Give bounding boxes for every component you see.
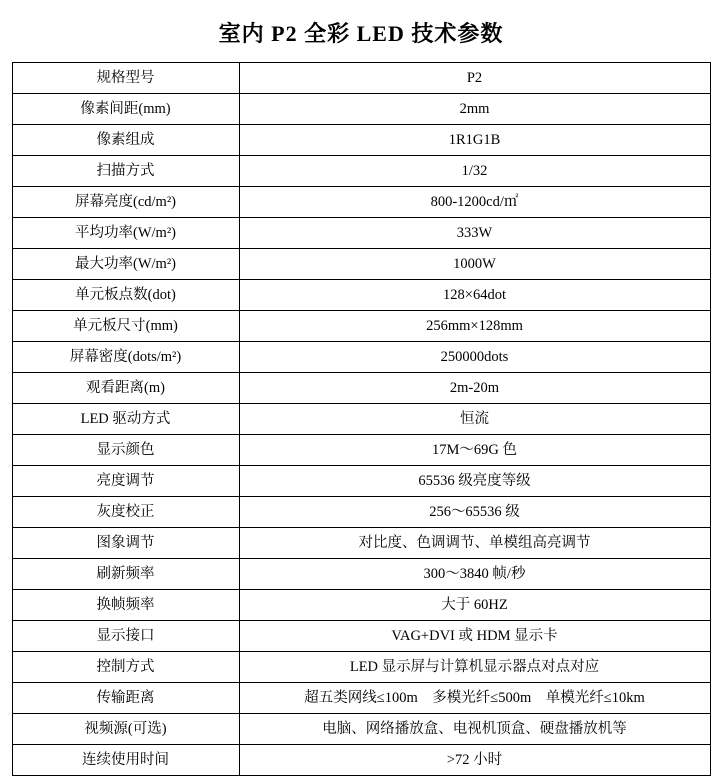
param-cell: 平均功率(W/m²)	[12, 218, 239, 249]
param-cell: 灰度校正	[12, 497, 239, 528]
spec-table	[12, 62, 711, 776]
table-row	[12, 466, 710, 497]
param-cell: 屏幕亮度(cd/m²)	[12, 187, 239, 218]
param-cell: 连续使用时间	[12, 745, 239, 776]
value-cell: 1000W	[239, 249, 710, 280]
table-row	[12, 187, 710, 218]
value-cell: P2	[239, 63, 710, 94]
value-cell: 2m-20m	[239, 373, 710, 404]
value-cell: >72 小时	[239, 745, 710, 776]
table-row	[12, 497, 710, 528]
value-cell: 恒流	[239, 404, 710, 435]
table-row	[12, 156, 710, 187]
value-cell: 超五类网线≤100m 多模光纤≤500m 单模光纤≤10km	[239, 683, 710, 714]
param-cell: 像素组成	[12, 125, 239, 156]
value-cell: 250000dots	[239, 342, 710, 373]
param-cell: 扫描方式	[12, 156, 239, 187]
table-row	[12, 621, 710, 652]
table-row	[12, 435, 710, 466]
param-cell: 视频源(可选)	[12, 714, 239, 745]
value-cell: 128×64dot	[239, 280, 710, 311]
param-cell: 单元板点数(dot)	[12, 280, 239, 311]
table-row	[12, 590, 710, 621]
value-cell: 2mm	[239, 94, 710, 125]
param-cell: 控制方式	[12, 652, 239, 683]
param-cell: 显示颜色	[12, 435, 239, 466]
value-cell: 电脑、网络播放盒、电视机顶盒、硬盘播放机等	[239, 714, 710, 745]
param-cell: 亮度调节	[12, 466, 239, 497]
table-row	[12, 311, 710, 342]
param-cell: 屏幕密度(dots/m²)	[12, 342, 239, 373]
value-cell: 256mm×128mm	[239, 311, 710, 342]
value-cell: 333W	[239, 218, 710, 249]
table-row	[12, 249, 710, 280]
value-cell: VAG+DVI 或 HDM 显示卡	[239, 621, 710, 652]
param-cell: 传输距离	[12, 683, 239, 714]
param-cell: 图象调节	[12, 528, 239, 559]
page-title: 室内 P2 全彩 LED 技术参数	[218, 21, 504, 46]
table-row	[12, 94, 710, 125]
value-cell: 大于 60HZ	[239, 590, 710, 621]
value-cell: 17M～69G 色	[239, 435, 710, 466]
table-row	[12, 342, 710, 373]
param-cell: 观看距离(m)	[12, 373, 239, 404]
value-cell: 1/32	[239, 156, 710, 187]
table-row	[12, 63, 710, 94]
param-cell: 换帧频率	[12, 590, 239, 621]
table-row	[12, 559, 710, 590]
spec-table-body	[12, 63, 710, 776]
param-cell: 刷新频率	[12, 559, 239, 590]
value-cell: 1R1G1B	[239, 125, 710, 156]
value-cell: 800-1200cd/㎡	[239, 187, 710, 218]
table-row	[12, 218, 710, 249]
param-cell: 显示接口	[12, 621, 239, 652]
table-row	[12, 373, 710, 404]
param-cell: 像素间距(mm)	[12, 94, 239, 125]
table-row	[12, 125, 710, 156]
table-row	[12, 714, 710, 745]
value-cell: 65536 级亮度等级	[239, 466, 710, 497]
param-cell: 规格型号	[12, 63, 239, 94]
value-cell: LED 显示屏与计算机显示器点对点对应	[239, 652, 710, 683]
table-row	[12, 652, 710, 683]
value-cell: 300～3840 帧/秒	[239, 559, 710, 590]
param-cell: LED 驱动方式	[12, 404, 239, 435]
param-cell: 最大功率(W/m²)	[12, 249, 239, 280]
table-row	[12, 404, 710, 435]
param-cell: 单元板尺寸(mm)	[12, 311, 239, 342]
table-row	[12, 683, 710, 714]
table-row	[12, 280, 710, 311]
value-cell: 对比度、色调调节、单模组高亮调节	[239, 528, 710, 559]
table-row	[12, 528, 710, 559]
table-row	[12, 745, 710, 776]
value-cell: 256～65536 级	[239, 497, 710, 528]
